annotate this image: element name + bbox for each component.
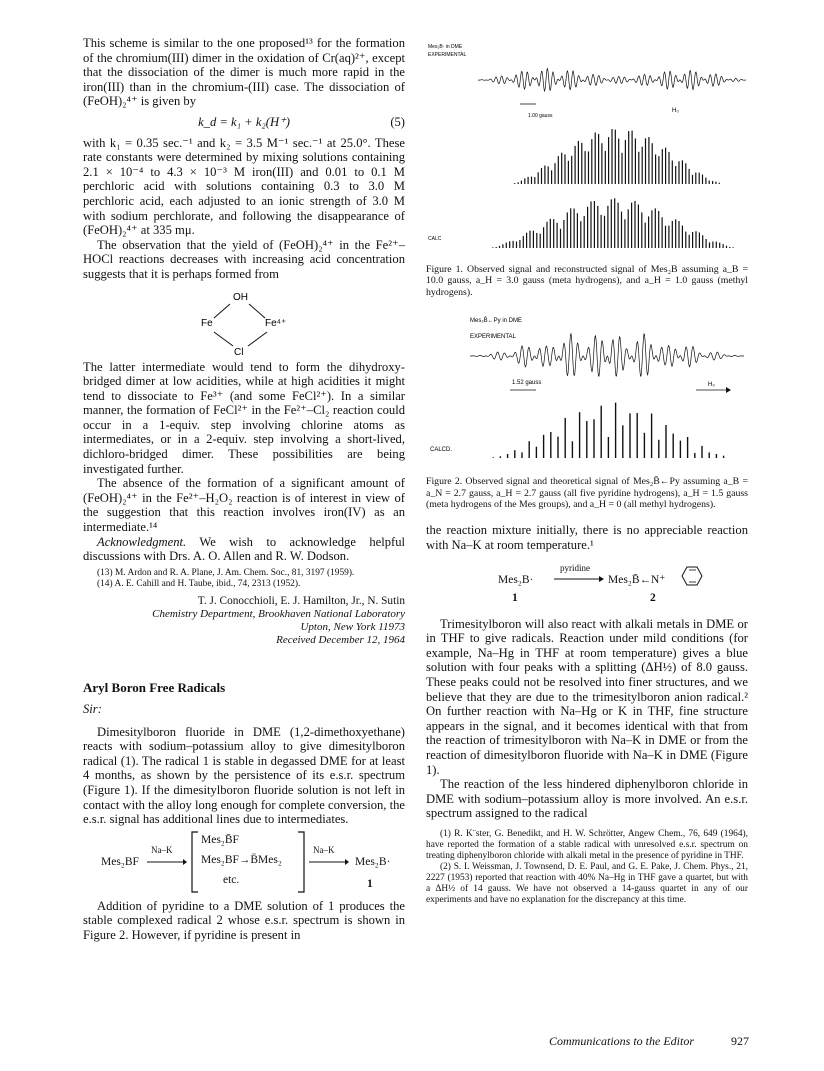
scheme-start: Mes₂BF (101, 855, 139, 868)
fig1-label-top: Mes₂B· in DME (428, 44, 463, 50)
fig2-field-label: H₀ (708, 382, 715, 389)
scheme-arrow1 (147, 857, 187, 867)
scheme-product: Mes₂B· (355, 855, 391, 868)
received-date: Received December 12, 1964 (276, 634, 405, 647)
pyridine-reaction (426, 553, 748, 609)
left-column (83, 36, 405, 943)
paragraph-reaction-mixture: the reaction mixture initially, there is no appreciable reaction with Na–K at room temperature.¹ (426, 523, 748, 553)
scheme-product-number: 1 (367, 877, 373, 890)
reaction-scheme (83, 827, 405, 899)
fig1-scale-label: 1.00 gauss (528, 113, 553, 119)
fig2-experimental-trace (470, 334, 744, 377)
pyridine-ring (678, 561, 704, 591)
scheme-arrow2-label: Na–K (313, 844, 335, 855)
rx-number-2: 2 (650, 591, 656, 604)
rx-right: Mes₂B̄←N⁺ (608, 573, 666, 586)
fig2-stick-spectrum (493, 403, 723, 458)
paragraph-addition-pyridine: Addition of pyridine to a DME solution of 1 produces the stable complexed radical 2 whose e.s.r. spectrum is shown in Figure 2. However, if pyridine is present in (83, 898, 405, 942)
scheme-bracket-1: Mes₂B̄F (201, 833, 239, 846)
affiliation-line-1: Chemistry Department, Brookhaven National Laboratory (152, 608, 405, 621)
fig1-experimental-trace (478, 69, 746, 92)
footnote-1: (1) R. K¨ster, G. Benedikt, and H. W. Schrötter, Angew Chem., 76, 649 (1964), have reported the formation of a stable radical with unresolved e.s.r. spectrum on treating diphenylboron chloride with alkali metal in the presence of pyridine in THF. (426, 828, 748, 861)
figure-1-caption: Figure 1. Observed signal and reconstructed signal of Mes₂B assuming a_B = 10.0 gauss, a_H = 3.0 gauss (meta hydrogens), and a_H = 1.0 gauss (methyl hydrogens). (426, 264, 748, 298)
right-bracket (297, 831, 305, 893)
struct-oh: OH (233, 291, 248, 303)
fig1-label-calc: CALC (428, 236, 442, 242)
struct-cl: Cl (234, 346, 244, 356)
equation-5-number: (5) (390, 114, 405, 129)
salutation: Sir: (83, 702, 102, 716)
article-heading: Aryl Boron Free Radicals (83, 680, 226, 696)
fig2-label-exp: EXPERIMENTAL (470, 334, 516, 341)
paragraph-absence: The absence of the formation of a significant amount of (FeOH)₂⁴⁺ in the Fe²⁺–H₂O₂ reaction is of interest in view of the suggestion that this reaction involves iron(IV) as an intermediate.¹⁴ (83, 476, 405, 535)
fig2-scale-label: 1.52 gauss (512, 380, 542, 387)
paragraph-observation: The observation that the yield of (FeOH)₂⁴⁺ in the Fe²⁺–HOCl reactions decreases with increasing acid concentration suggests that it is perhaps formed from (83, 237, 405, 281)
fig1-field-label: H₀ (672, 108, 679, 114)
figure-2-caption: Figure 2. Observed signal and theoretical signal of Mes₂B̄←Py assuming a_B = a_N = 2.7 gauss, a_H = 2.7 gauss (all five pyridine hydrogens), a_H = 1.5 gauss (meta hydrogens of the Mes groups), and a_H = 0 (all methyl hydrogens). (426, 476, 748, 511)
authors: T. J. Conocchioli, E. J. Hamilton, Jr., N. Sutin (197, 594, 405, 607)
ack-text: We wish to acknowledge helpful discussions with Drs. A. O. Allen and R. W. Dodson. (83, 534, 405, 564)
struct-fe-left: Fe (201, 317, 213, 329)
scheme-bracket-3: etc. (223, 873, 240, 886)
ack-label: Acknowledgment. (97, 534, 187, 549)
paragraph-dimesitylboron: Dimesitylboron fluoride in DME (1,2-dimethoxyethane) reacts with sodium–potassium alloy to give dimesitylboron radical (1). The radical 1 is stable in degassed DME for at least 4 months, as shown by the persistence of its e.s.r. spectrum (Figure 1). If the dimesitylboron fluoride solution is not left in contact with the alloy long enough for complete conversion, the e.s.r. signal has additional lines due to intermediates. (83, 724, 405, 827)
rx-arrow (554, 574, 604, 584)
fig1-stick-spectrum-2 (493, 198, 733, 248)
bridged-structure (83, 288, 405, 356)
reference-14: (14) A. E. Cahill and H. Taube, ibid., 74, 2313 (1952). (97, 578, 301, 589)
fig1-stick-spectrum-1 (515, 129, 720, 184)
right-column (426, 36, 748, 906)
page-footer (549, 1034, 749, 1049)
figure-2-esr-spectrum (426, 310, 748, 470)
scheme-bracket-2: Mes₂BF→B̈Mes₂ (201, 853, 282, 866)
left-bracket (191, 831, 199, 893)
fig2-label-calc: CALCD. (430, 447, 453, 454)
acknowledgment (83, 535, 405, 564)
paragraph-rate-constants: with k₁ = 0.35 sec.⁻¹ and k₂ = 3.5 M⁻¹ sec.⁻¹ at 25.0°. These rate constants were determined by mixing solutions containing 2.1 × 10⁻⁴ to 4.3 × 10⁻³ M iron(III) and 0.01 to 0.1 M perchloric acid with solutions containing 0.3 to 3.0 M perchloric acid, each adjusted to an ionic strength of 3.0 M with sodium perchlorate, and following the disappearance of (FeOH)₂⁴⁺ at 335 mμ. (83, 135, 405, 238)
reference-13: (13) M. Ardon and R. A. Plane, J. Am. Chem. Soc., 81, 3197 (1959). (97, 567, 355, 578)
journal-section: Communications to the Editor (549, 1034, 694, 1048)
equation-5 (83, 115, 405, 130)
paragraph-trimesitylboron: Trimesitylboron will also react with alkali metals in DME or in THF to give radicals. Reaction under mild conditions (for example, Na–Hg in THF at room temperature) gives a blue solution with four peaks with a splitting (ΔH½) of 8.0 gauss. These peaks could not be resolved into finer structures, and we believe that they are due to the trimesitylboron anion radical.² On further reaction with Na–Hg or K in THF, fine structure appears in the signal, and it becomes identical with that from the reaction of trimesitylboron with Na–K in DME or from the reaction of dimesitylboron fluoride with Na–K in DME (Figure 1). (426, 616, 748, 777)
rx-left: Mes₂B· (498, 573, 534, 586)
figure-1-esr-spectrum (426, 36, 748, 258)
rx-arrow-label: pyridine (560, 562, 590, 573)
fig1-label-exp: EXPERIMENTAL (428, 52, 467, 58)
scheme-arrow1-label: Na–K (151, 844, 173, 855)
paragraph-diphenylboron: The reaction of the less hindered diphenylboron chloride in DME with sodium–potassium alloy is more involved. An e.s.r. spectrum assigned to the radical (426, 777, 748, 821)
equation-5-formula: k_d = k₁ + k₂(H⁺) (198, 114, 290, 129)
scheme-arrow2 (309, 857, 349, 867)
affiliation-line-2: Upton, New York 11973 (300, 621, 405, 634)
footnote-2: (2) S. I. Weissman, J. Townsend, D. E. Paul, and G. E. Pake, J. Chem. Phys., 21, 2227 (1953) reported that reaction with 40% Na–Hg in THF gave a quartet, but with a ΔH½ of 14 gauss. We have not observed a 14-gauss quartet in any of our experiments and have no explanation for the discrepancy at this time. (426, 861, 748, 905)
rx-number-1: 1 (512, 591, 518, 604)
page-number: 927 (731, 1034, 749, 1048)
fig2-label-top: Mes₂B̄←Py in DME (470, 318, 523, 325)
paragraph-latter-intermediate: The latter intermediate would tend to form the dihydroxy-bridged dimer at low acidities, while at high acidities it might tend to dissociate to Fe³⁺ (and some FeCl²⁺). In a similar manner, the formation of FeCl²⁺ in the Fe²⁺–Cl₂ reaction could occur in a 1-equiv. step involving chlorine atoms as intermediates, or in a 2-equiv. step involving a short-lived, dichloro-bridged dimer. These possibilities are being investigated further. (83, 359, 405, 476)
paragraph-scheme-similar: This scheme is similar to the one proposed¹³ for the formation of the chromium(III) dimer in the oxidation of Cr(aq)²⁺, except that the dissociation of the dimer is much more rapid in the iron(III) than in the chromium-(III) case. The dissociation of (FeOH)₂⁴⁺ is given by (83, 36, 405, 109)
struct-fe-right: Fe⁴⁺ (265, 317, 287, 329)
